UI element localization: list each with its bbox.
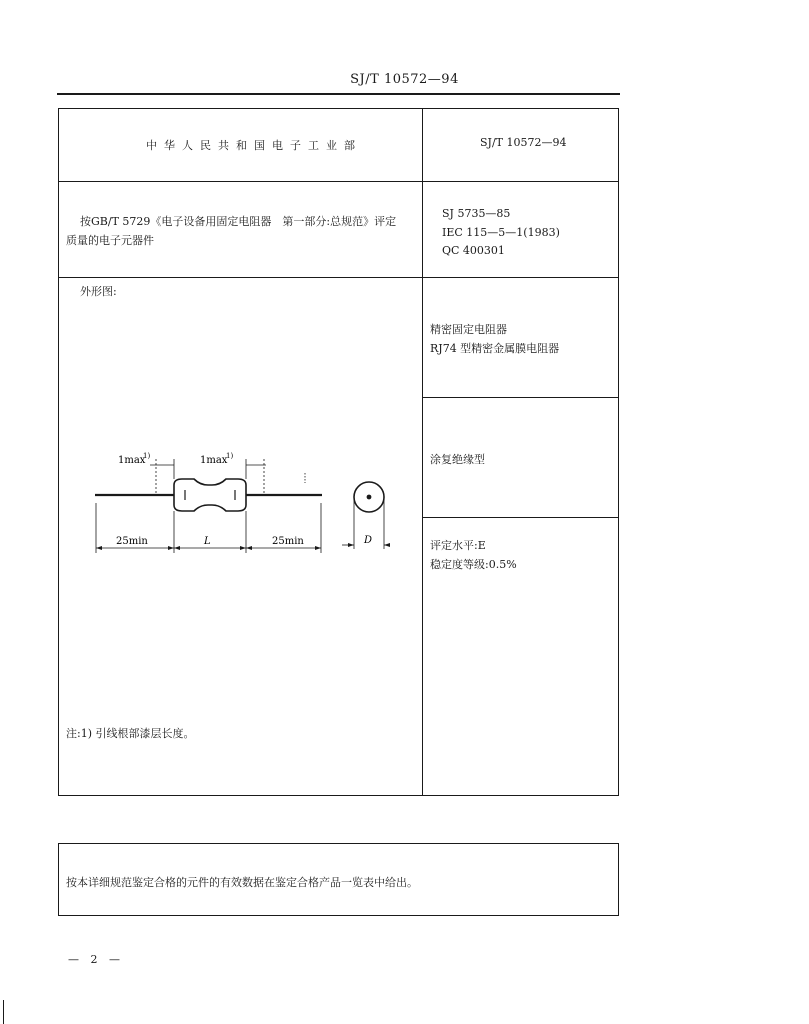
lead-note-left: 1) [143,452,151,460]
reference-iec: IEC 115—5—1(1983) [442,226,560,239]
reference-sj: SJ 5735—85 [442,207,511,220]
standard-number: SJ/T 10572—94 [480,136,567,149]
lead-length-left: 25min [116,536,148,547]
table-row-divider-1 [58,181,619,182]
insulation-type: 涂复绝缘型 [430,453,485,466]
lead-coating-length-left: 1max [118,455,146,466]
table-row-divider-4 [422,517,619,518]
issuing-department: 中华人民共和国电子工业部 [146,139,362,152]
assessment-level: 评定水平:E [430,539,486,552]
qualification-note: 按本详细规范鉴定合格的元件的有效数据在鉴定合格产品一览表中给出。 [66,876,418,889]
diameter-label: D [364,535,373,546]
table-row-divider-3 [422,397,619,398]
assessment-basis-line1: 按GB/T 5729《电子设备用固定电阻器 第一部分:总规范》评定 [80,215,397,228]
reference-qc: QC 400301 [442,244,505,257]
header-rule [57,93,620,95]
product-type: RJ74 型精密金属膜电阻器 [430,342,560,355]
outline-drawing-label: 外形图: [80,285,117,298]
body-length-label: L [204,536,211,547]
document-code-header: SJ/T 10572—94 [350,72,459,87]
margin-mark [3,1000,4,1024]
resistor-outline-drawing [90,445,390,565]
table-row-divider-2 [58,277,619,278]
page-number: — 2 — [68,953,124,966]
footnote: 注:1) 引线根部漆层长度。 [66,727,195,740]
lead-note-right: 1) [226,452,234,460]
table-column-divider [422,108,423,796]
assessment-basis-line2: 质量的电子元器件 [66,234,154,247]
lead-length-right: 25min [272,536,304,547]
product-category: 精密固定电阻器 [430,323,507,336]
stability-class: 稳定度等级:0.5% [430,558,517,571]
lead-coating-length-right: 1max [200,455,228,466]
